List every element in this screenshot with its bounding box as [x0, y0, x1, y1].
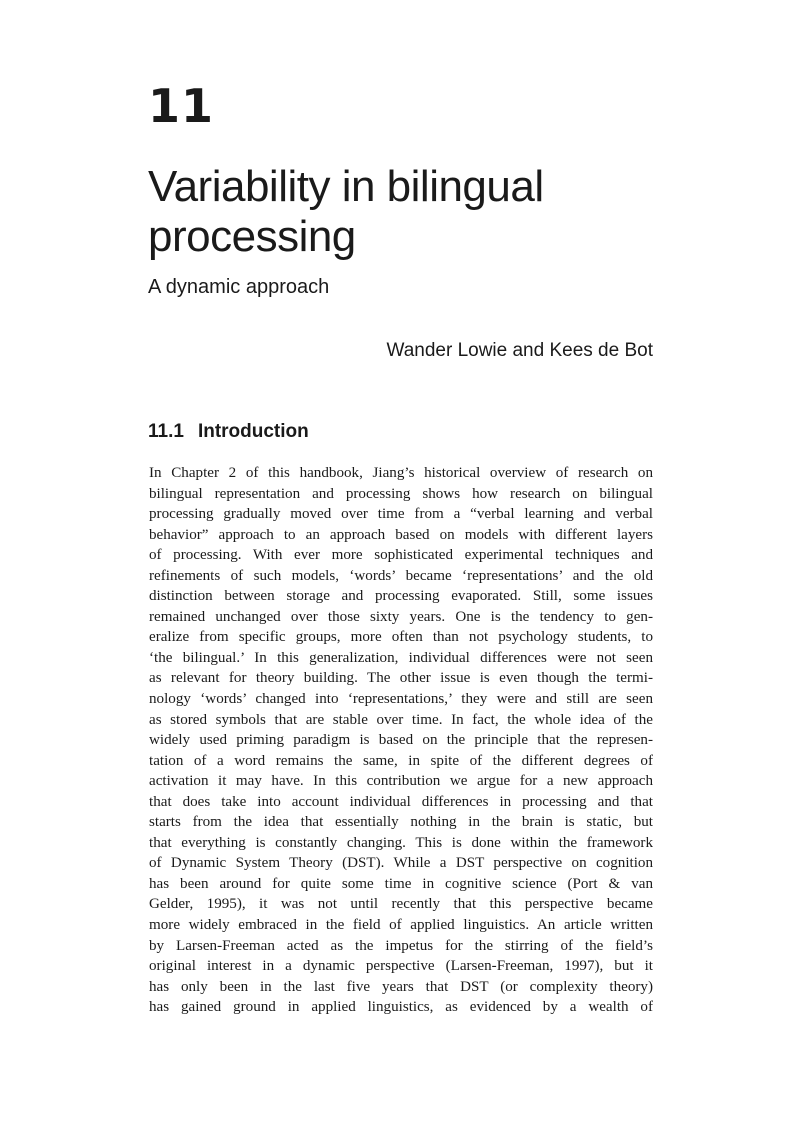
body-line: has gained ground in applied linguistics, as evidenced by a wealth of	[149, 999, 653, 1016]
body-line: has been around for quite some time in cognitive science (Port & van	[149, 875, 653, 892]
body-paragraph	[149, 463, 653, 1018]
chapter-subtitle: A dynamic approach	[148, 276, 330, 298]
body-line: bilingual representation and processing shows how research on bilingual	[149, 485, 653, 502]
body-line: processing gradually moved over time from a “verbal learning and verbal	[149, 506, 653, 523]
body-line: In Chapter 2 of this handbook, Jiang’s historical overview of research on	[149, 465, 653, 481]
body-line: refinements of such models, ‘words’ became ‘representations’ and the old	[149, 567, 653, 584]
body-line: widely used priming paradigm is based on the principle that the represen-	[149, 732, 653, 749]
chapter-title: Variability in bilingual processing	[148, 162, 544, 261]
body-line: of processing. With ever more sophisticated experimental techniques and	[149, 547, 653, 564]
body-line: behavior” approach to an approach based on models with different layers	[149, 526, 653, 543]
body-line: ‘the bilingual.’ In this generalization, individual differences were not seen	[149, 649, 653, 666]
body-line: Gelder, 1995), it was not until recently that this perspective became	[149, 896, 653, 913]
body-line: original interest in a dynamic perspective (Larsen-Freeman, 1997), but it	[149, 958, 653, 975]
body-line: by Larsen-Freeman acted as the impetus for the stirring of the field’s	[149, 937, 653, 954]
chapter-number: 11	[148, 79, 215, 133]
body-line: remained unchanged over those sixty years. One is the tendency to gen-	[149, 608, 653, 625]
body-line: eralize from specific groups, more often than not psychology students, to	[149, 629, 653, 646]
body-line: as relevant for theory building. The other issue is even though the termi-	[149, 670, 653, 687]
body-line: has only been in the last five years that DST (or complexity theory)	[149, 978, 653, 995]
body-line: that everything is constantly changing. This is done within the framework	[149, 834, 653, 851]
body-line: of Dynamic System Theory (DST). While a DST perspective on cognition	[149, 855, 653, 872]
body-line: more widely embraced in the field of applied linguistics. An article written	[149, 917, 653, 934]
section-title: Introduction	[197, 421, 309, 442]
body-line: nology ‘words’ changed into ‘representations,’ they were and still are seen	[149, 691, 653, 708]
body-line: starts from the idea that essentially nothing in the brain is static, but	[149, 814, 653, 831]
body-line: distinction between storage and processing evaporated. Still, some issues	[149, 588, 653, 605]
body-line: tation of a word remains the same, in spite of the different degrees of	[149, 752, 653, 769]
section-heading	[148, 419, 309, 445]
chapter-authors: Wander Lowie and Kees de Bot	[386, 340, 653, 361]
section-number: 11.1	[148, 421, 184, 442]
body-line: activation it may have. In this contribution we argue for a new approach	[149, 773, 653, 790]
body-line: as stored symbols that are stable over time. In fact, the whole idea of the	[149, 711, 653, 728]
body-line: that does take into account individual differences in processing and that	[149, 793, 653, 810]
